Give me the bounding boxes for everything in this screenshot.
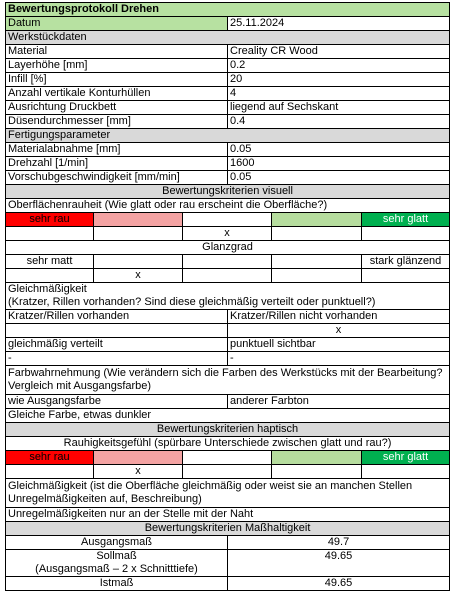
mark-cell[interactable]: [94, 227, 183, 241]
field-value[interactable]: 0.4: [228, 115, 450, 129]
mark-cell[interactable]: [6, 269, 94, 283]
scale-cell[interactable]: [183, 255, 272, 269]
workpiece-row: [6, 73, 450, 87]
date-row: [6, 17, 450, 31]
dimension-label: [6, 550, 228, 577]
question-row: [6, 437, 450, 451]
option-mark-row: [6, 352, 450, 366]
page-title: Bewertungsprotokoll Drehen: [6, 3, 450, 17]
haptic-uniformity-note[interactable]: Unregelmäßigkeiten nur an der Stelle mit der Naht: [6, 508, 450, 522]
option-row: [6, 338, 450, 352]
scale-row: [6, 451, 450, 465]
mark-cell[interactable]: [6, 227, 94, 241]
option-row: [6, 310, 450, 324]
field-value[interactable]: 0.05: [228, 143, 450, 157]
field-label: Material: [6, 45, 228, 59]
field-label: Vorschubgeschwindigkeit [mm/min]: [6, 171, 228, 185]
option-label: wie Ausgangsfarbe: [6, 395, 228, 409]
mark-cell[interactable]: [272, 269, 362, 283]
scale-left-label: sehr matt: [6, 255, 94, 269]
color-question: Farbwahrnehmung (Wie verändern sich die Farben des Werkstücks mit der Bearbeitung? Vergleich mit Ausgangsfarbe): [6, 366, 450, 395]
date-label: Datum: [6, 17, 228, 31]
field-label: Materialabnahme [mm]: [6, 143, 228, 157]
field-label: Anzahl vertikale Konturhüllen: [6, 87, 228, 101]
field-value[interactable]: 1600: [228, 157, 450, 171]
dimension-label: Ausgangsmaß: [6, 536, 228, 550]
dash-cell[interactable]: -: [228, 352, 450, 366]
question-row: [6, 199, 450, 213]
scale-cell[interactable]: [272, 213, 362, 227]
field-label: Ausrichtung Druckbett: [6, 101, 228, 115]
scale-mark-row: [6, 465, 450, 479]
mark-cell[interactable]: [272, 227, 362, 241]
section-header-manufacturing: [6, 129, 450, 143]
section-header-dimension: [6, 522, 450, 536]
workpiece-row: [6, 115, 450, 129]
scale-mark-row: [6, 227, 450, 241]
dimension-value[interactable]: 49.65: [228, 550, 450, 577]
section-title: Werkstückdaten: [6, 31, 450, 45]
field-value[interactable]: 0.05: [228, 171, 450, 185]
mark-cell[interactable]: [272, 465, 362, 479]
option-label: Kratzer/Rillen nicht vorhanden: [228, 310, 450, 324]
scale-right-label: sehr glatt: [362, 213, 450, 227]
dimension-row: [6, 550, 450, 577]
uniformity-title: Gleichmäßigkeit: [8, 283, 87, 295]
scale-right-label: stark glänzend: [362, 255, 450, 269]
option-mark-row: [6, 324, 450, 338]
question-row: [6, 366, 450, 395]
haptic-uniformity-question: Gleichmäßigkeit (ist die Oberfläche gleichmäßig oder weist sie an manchen Stellen Unregelmäßigkeiten auf, Beschreibung): [6, 479, 450, 508]
field-label: Drehzahl [1/min]: [6, 157, 228, 171]
field-label: Infill [%]: [6, 73, 228, 87]
manufacturing-row: [6, 143, 450, 157]
field-value[interactable]: Creality CR Wood: [228, 45, 450, 59]
surface-roughness-question: Oberflächenrauheit (Wie glatt oder rau erscheint die Oberfläche?): [6, 199, 450, 213]
dimension-row: [6, 536, 450, 550]
dash-cell[interactable]: -: [6, 352, 228, 366]
field-value[interactable]: 20: [228, 73, 450, 87]
scale-cell[interactable]: [272, 451, 362, 465]
section-header-workpiece: [6, 31, 450, 45]
question-row: [6, 283, 450, 310]
option-label: Kratzer/Rillen vorhanden: [6, 310, 228, 324]
workpiece-row: [6, 45, 450, 59]
section-title: Bewertungskriterien visuell: [6, 185, 450, 199]
scale-mark-row: [6, 269, 450, 283]
question-row: [6, 241, 450, 255]
title-row: [6, 3, 450, 17]
scale-cell[interactable]: [272, 255, 362, 269]
dimension-value[interactable]: 49.7: [228, 536, 450, 550]
dimension-row: [6, 577, 450, 591]
selection-mark[interactable]: x: [94, 465, 183, 479]
note-row: [6, 409, 450, 423]
option-label: punktuell sichtbar: [228, 338, 450, 352]
field-value[interactable]: 0.2: [228, 59, 450, 73]
scale-cell[interactable]: [94, 255, 183, 269]
option-row: [6, 395, 450, 409]
question-row: [6, 479, 450, 508]
section-header-visual: [6, 185, 450, 199]
manufacturing-row: [6, 171, 450, 185]
workpiece-row: [6, 59, 450, 73]
mark-cell[interactable]: [183, 269, 272, 283]
dimension-value[interactable]: 49.65: [228, 577, 450, 591]
uniformity-subtitle: (Kratzer, Rillen vorhanden? Sind diese gleichmäßig verteilt oder punktuell?): [8, 296, 376, 308]
target-dimension-formula: (Ausgangsmaß – 2 x Schnitttiefe): [35, 563, 198, 575]
target-dimension-title: Sollmaß: [96, 550, 137, 562]
scale-row: [6, 213, 450, 227]
manufacturing-row: [6, 157, 450, 171]
scale-right-label: sehr glatt: [362, 451, 450, 465]
section-title: Fertigungsparameter: [6, 129, 450, 143]
field-label: Layerhöhe [mm]: [6, 59, 228, 73]
scale-left-label: sehr rau: [6, 451, 94, 465]
mark-cell[interactable]: [6, 324, 228, 338]
workpiece-row: [6, 101, 450, 115]
section-title: Bewertungskriterien haptisch: [6, 423, 450, 437]
option-label: gleichmäßig verteilt: [6, 338, 228, 352]
scale-left-label: sehr rau: [6, 213, 94, 227]
mark-cell[interactable]: [362, 269, 450, 283]
field-label: Düsendurchmesser [mm]: [6, 115, 228, 129]
uniformity-question: [6, 283, 450, 310]
scale-cell[interactable]: [183, 213, 272, 227]
scale-row: [6, 255, 450, 269]
section-title: Bewertungskriterien Maßhaltigkeit: [6, 522, 450, 536]
section-header-haptic: [6, 423, 450, 437]
scale-cell[interactable]: [94, 451, 183, 465]
mark-cell[interactable]: [362, 465, 450, 479]
option-label: anderer Farbton: [228, 395, 450, 409]
field-value[interactable]: 4: [228, 87, 450, 101]
gloss-heading: Glanzgrad: [6, 241, 450, 255]
workpiece-row: [6, 87, 450, 101]
selection-mark[interactable]: x: [94, 269, 183, 283]
note-row: [6, 508, 450, 522]
mark-cell[interactable]: [6, 465, 94, 479]
selection-mark[interactable]: x: [228, 324, 450, 338]
field-value[interactable]: liegend auf Sechskant: [228, 101, 450, 115]
mark-cell[interactable]: [362, 227, 450, 241]
dimension-label: Istmaß: [6, 577, 228, 591]
evaluation-protocol-table: [5, 2, 450, 591]
scale-cell[interactable]: [183, 451, 272, 465]
date-value[interactable]: 25.11.2024: [228, 17, 450, 31]
mark-cell[interactable]: [183, 465, 272, 479]
roughness-feel-question: Rauhigkeitsgefühl (spürbare Unterschiede zwischen glatt und rau?): [6, 437, 450, 451]
color-note[interactable]: Gleiche Farbe, etwas dunkler: [6, 409, 450, 423]
selection-mark[interactable]: x: [183, 227, 272, 241]
scale-cell[interactable]: [94, 213, 183, 227]
